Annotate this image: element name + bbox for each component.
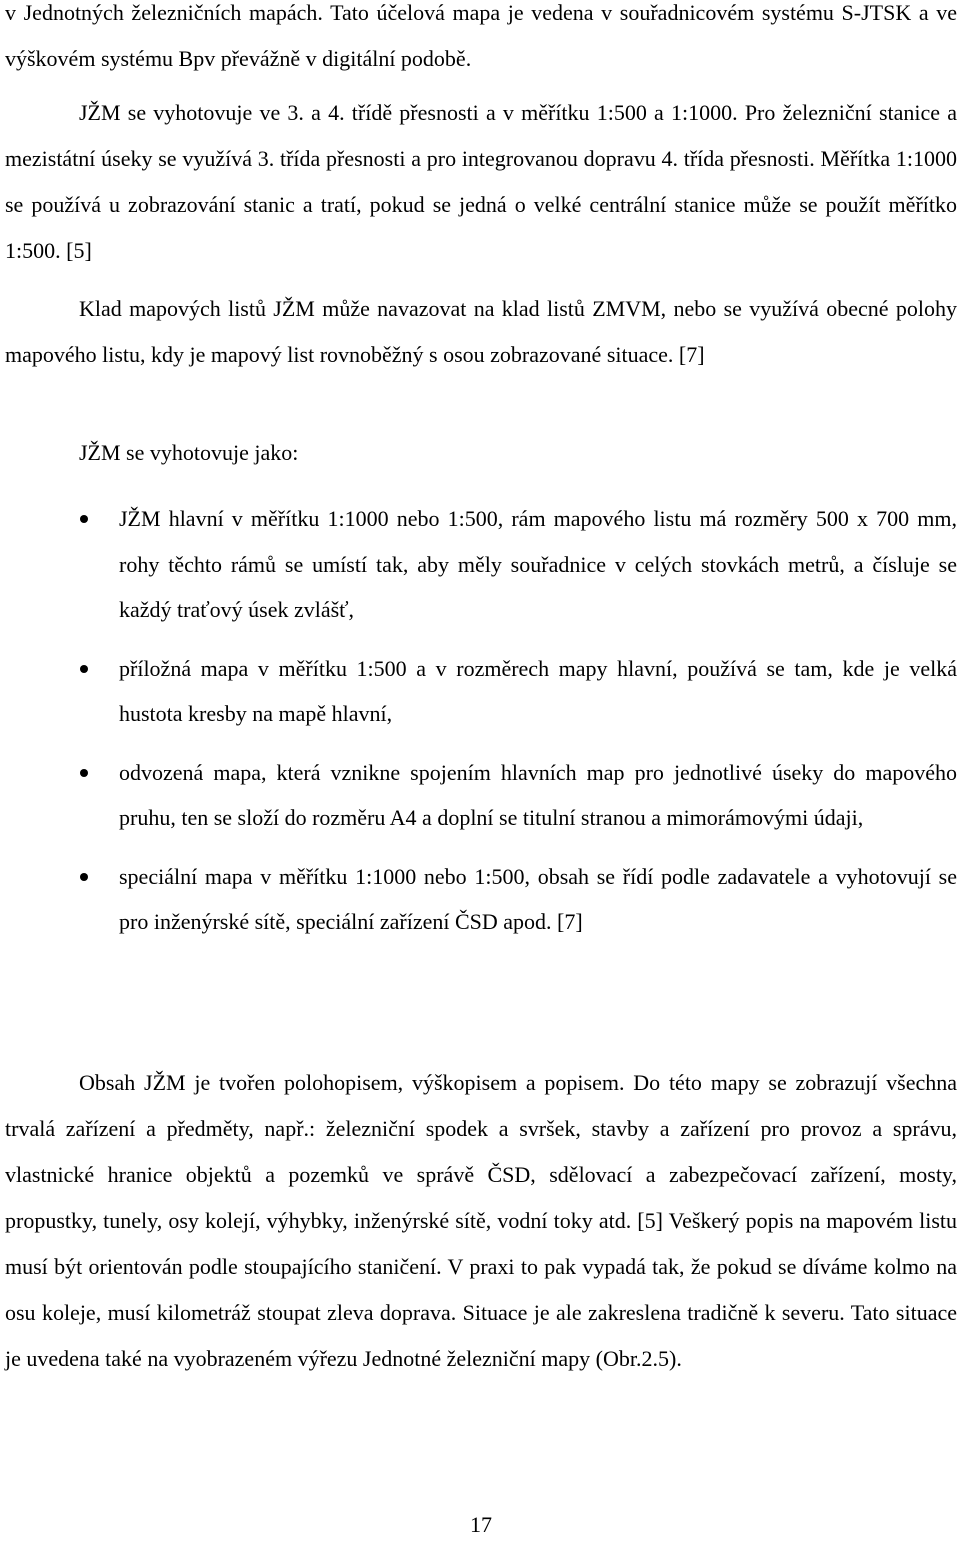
paragraph-map-description: v Jednotných železničních mapách. Tato účelová mapa je vedena v souřadnicovém systému S-JTSK a ve výškovém systému Bpv převážně v digitální podobě. <box>5 0 957 71</box>
list-item <box>5 854 957 945</box>
list-item <box>5 496 957 633</box>
paragraph-map-content: Obsah JŽM je tvořen polohopisem, výškopisem a popisem. Do této mapy se zobrazují všechna trvalá zařízení a předměty, např.: železniční spodek a svršek, stavby a zařízení pro provoz a správu, vlastnické hranice objektů a pozemků ve správě ČSD, sdělovací a zabezpečovací zařízení, mosty, propustky, tunely, osy kolejí, výhybky, inženýrské sítě, vodní toky atd. [5] Veškerý popis na mapovém listu musí být orientován podle stoupajícího staničení. V praxi to pak vypadá tak, že pokud se díváme kolmo na osu koleje, musí kilometráž stoupat zleva doprava. Situace je ale zakreslena tradičně k severu. Tato situace je uvedena také na vyobrazeném výřezu Jednotné železniční mapy (Obr.2.5). <box>5 1070 957 1371</box>
bullet-icon <box>80 515 88 523</box>
paragraph-map-sheet-layout: Klad mapových listů JŽM může navazovat na klad listů ZMVM, nebo se využívá obecné polohy mapového listu, kdy je mapový list rovnoběžný s osou zobrazované situace. [7] <box>5 296 957 367</box>
map-types-list <box>5 496 957 958</box>
paragraph-list-intro: JŽM se vyhotovuje jako: <box>79 440 299 465</box>
bullet-icon <box>80 769 88 777</box>
list-item <box>5 646 957 737</box>
list-item-text: příložná mapa v měřítku 1:500 a v rozměrech mapy hlavní, používá se tam, kde je velká hustota kresby na mapě hlavní, <box>119 655 957 726</box>
bullet-icon <box>80 873 88 881</box>
list-item <box>5 750 957 841</box>
bullet-icon <box>80 665 88 673</box>
page-number: 17 <box>470 1512 492 1537</box>
list-item-text: speciální mapa v měřítku 1:1000 nebo 1:500, obsah se řídí podle zadavatele a vyhotovují se pro inženýrské sítě, speciální zařízení ČSD apod. [7] <box>119 863 957 934</box>
list-item-text: odvozená mapa, která vznikne spojením hlavních map pro jednotlivé úseky do mapového pruhu, ten se složí do rozměru A4 a doplní se titulní stranou a mimorámovými údaji, <box>119 759 957 830</box>
list-item-text: JŽM hlavní v měřítku 1:1000 nebo 1:500, rám mapového listu má rozměry 500 x 700 mm, rohy těchto rámů se umístí tak, aby měly souřadnice v celých stovkách metrů, a čísluje se každý traťový úsek zvlášť, <box>119 506 957 622</box>
document-page <box>5 0 957 1544</box>
paragraph-accuracy-classes: JŽM se vyhotovuje ve 3. a 4. třídě přesnosti a v měřítku 1:500 a 1:1000. Pro železniční stanice a mezistátní úseky se využívá 3. třída přesnosti a pro integrovanou dopravu 4. třída přesnosti. Měřítka 1:1000 se používá u zobrazování stanic a tratí, pokud se jedná o velké centrální stanice může se použít měřítko 1:500. [5] <box>5 100 957 263</box>
